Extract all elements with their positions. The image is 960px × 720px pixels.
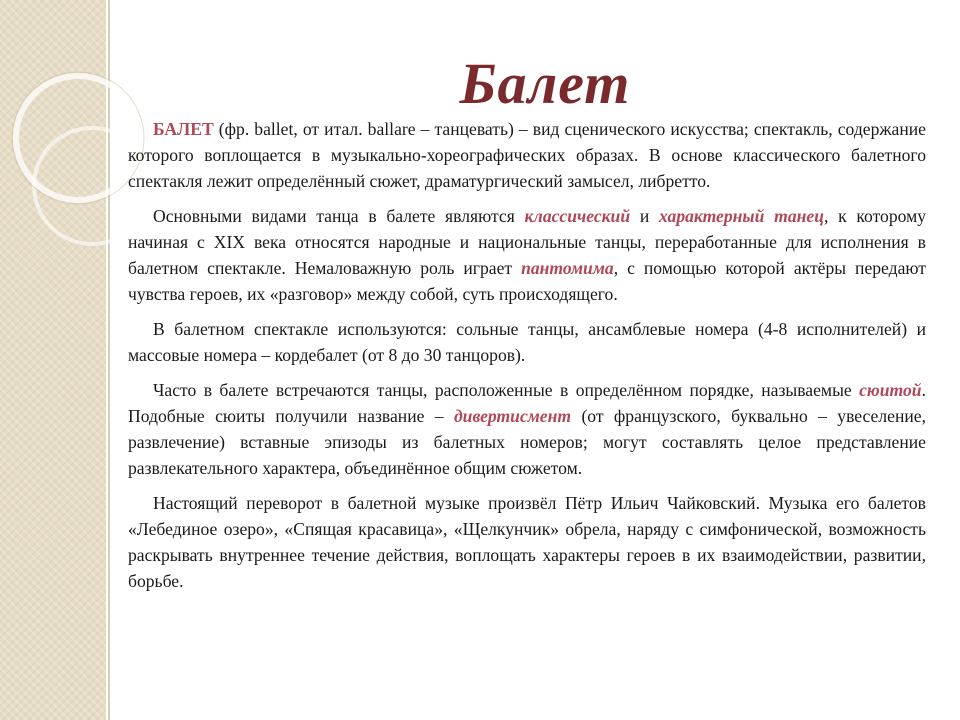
article-body <box>128 116 926 603</box>
term-suite: сюитой <box>859 380 922 400</box>
text-segment: , к которому начиная с XIX века относятся народные и национальные танцы, переработанные для исполнения в балетном спектакле. Немаловажную роль играет <box>128 206 927 278</box>
text-segment: (от французского, буквально – увеселение, развлечение) вставные эпизоды из балетных номеров; могут составлять целое представление развлекательного характера, объединённое общим сюжетом. <box>128 406 926 478</box>
text-segment: , с помощью которой актёры передают чувства героев, их «разговор» между собой, суть происходящего. <box>128 258 926 304</box>
paragraph-suite <box>128 377 926 481</box>
term-classical: классический <box>524 206 631 226</box>
term-divertissement: дивертисмент <box>453 406 572 426</box>
text-segment: и <box>630 206 659 226</box>
page-title: Балет <box>459 51 631 116</box>
paragraph-numbers: В балетном спектакле используются: сольные танцы, ансамблевые номера (4-8 исполнителей) и массовые номера – кордебалет (от 8 до 30 танцоров). <box>128 319 926 365</box>
text-segment: Часто в балете встречаются танцы, расположенные в определённом порядке, называемые <box>153 380 860 400</box>
text-segment: . Подобные сюиты получили название – <box>128 380 926 426</box>
term-pantomime: пантомима <box>521 258 614 278</box>
definition-text: (фр. ballet, от итал. ballare – танцевать) – вид сценического искусства; спектакль, содержание которого воплощается в музыкально-хореографических образах. В основе классического балетного спектакля лежит определённый сюжет, драматургический замысел, либретто. <box>128 119 926 191</box>
paragraph-dance-types <box>128 203 926 307</box>
paragraph-tchaikovsky: Настоящий переворот в балетной музыке произвёл Пётр Ильич Чайковский. Музыка его балетов «Лебединое озеро», «Спящая красавица», «Щелкунчик» обрела, наряду с симфонической, возможность раскрывать внутреннее течение действия, воплощать характеры героев в их взаимодействии, развитии, борьбе. <box>128 493 926 591</box>
text-segment: Основными видами танца в балете являются <box>153 206 525 226</box>
paragraph-definition <box>128 116 926 194</box>
term-character-dance: характерный танец <box>658 206 824 226</box>
term-ballet: БАЛЕТ <box>153 119 214 139</box>
